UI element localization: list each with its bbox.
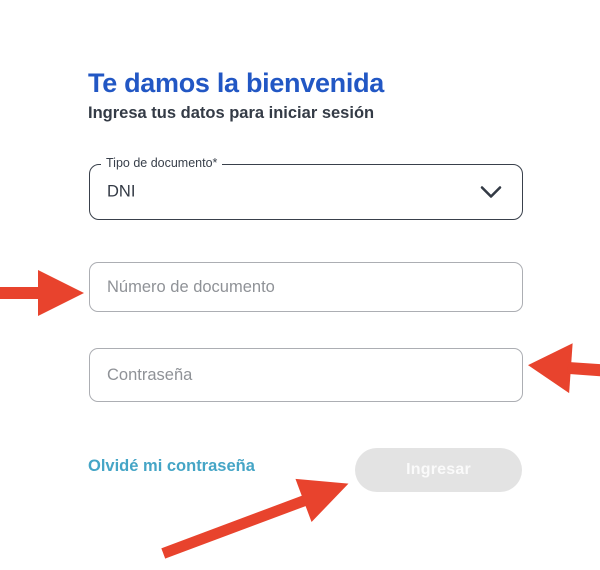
document-type-label: Tipo de documento*: [101, 156, 222, 171]
annotation-arrow-password: [524, 338, 600, 397]
document-number-input[interactable]: [89, 262, 523, 312]
document-type-value: DNI: [107, 182, 136, 201]
page-subtitle: Ingresa tus datos para iniciar sesión: [88, 104, 375, 122]
forgot-password-link[interactable]: Olvidé mi contraseña: [88, 457, 255, 475]
page-title: Te damos la bienvenida: [88, 68, 384, 98]
chevron-down-icon: [480, 185, 502, 199]
annotation-arrow-submit: [155, 460, 359, 570]
submit-button[interactable]: Ingresar: [355, 448, 522, 492]
password-input[interactable]: [89, 348, 523, 402]
annotation-arrow-document-number: [0, 270, 86, 316]
document-type-select[interactable]: [89, 156, 523, 220]
